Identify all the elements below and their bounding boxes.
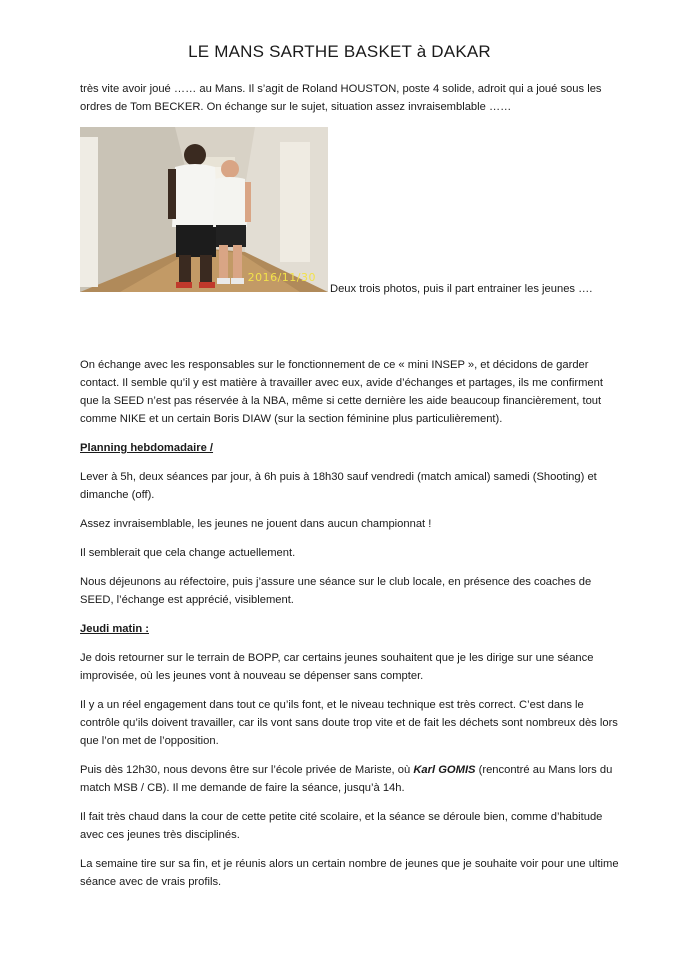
lunch-paragraph: Nous déjeunons au réfectoire, puis j’assure une séance sur le club locale, en présence des coaches de SEED, l’échange est apprécié, visiblement. — [80, 576, 592, 606]
photo-two-men-hallway — [80, 127, 328, 292]
photo-caption: Deux trois photos, puis il part entrainer les jeunes …. — [330, 283, 593, 295]
week-paragraph: La semaine tire sur sa fin, et je réunis alors un certain nombre de jeunes que je souhaite voir pour une ultime séance avec de vrais profils. — [80, 858, 619, 888]
mariste-text-before: Puis dès 12h30, nous devons être sur l’école privée de Mariste, où — [80, 764, 414, 776]
bopp-paragraph: Je dois retourner sur le terrain de BOPP, car certains jeunes souhaitent que je les dirige sur une séance improvisée, où les jeunes vont à nouveau se dépenser sans compter. — [80, 652, 594, 682]
heat-paragraph: Il fait très chaud dans la cour de cette petite cité scolaire, et la séance se déroule bien, comme d’habitude avec ces jeunes très disciplinés. — [80, 811, 603, 841]
exchange-paragraph: On échange avec les responsables sur le fonctionnement de ce « mini INSEP », et décidons de garder contact. Il semble qu’il y est matière à travailler avec eux, avide d’échanges et partages, ils me confirment que la SEED n’est pas réservée à la NBA, même si cette dernière les aide beaucoup financièrement, tout comme NIKE et un certain Boris DIAW (sur la section féminine plus particulièrement). — [80, 359, 603, 425]
planning-heading: Planning hebdomadaire / — [80, 442, 214, 454]
photo-illustration — [80, 127, 328, 292]
mariste-text-after: (rencontré au Mans lors du match MSB / CB). Il me demande de faire la séance, jusqu’à 14h. — [80, 764, 613, 794]
change-paragraph: Il semblerait que cela change actuellement. — [80, 547, 296, 559]
karl-gomis-name: Karl GOMIS — [413, 764, 476, 776]
photo-date-stamp: 2016/11/30 — [247, 271, 316, 284]
document-body — [80, 80, 620, 902]
thursday-heading: Jeudi matin : — [80, 623, 149, 635]
mariste-paragraph — [80, 761, 620, 797]
championship-paragraph: Assez invraisemblable, les jeunes ne jouent dans aucun championnat ! — [80, 518, 432, 530]
intro-paragraph: très vite avoir joué …… au Mans. Il s’agit de Roland HOUSTON, poste 4 solide, adroit qui a joué sous les ordres de Tom BECKER. On échange sur le sujet, situation assez invraisemblable …… — [80, 83, 602, 113]
schedule-paragraph: Lever à 5h, deux séances par jour, à 6h puis à 18h30 sauf vendredi (match amical) samedi (Shooting) et dimanche (off). — [80, 471, 597, 501]
page-title: LE MANS SARTHE BASKET à DAKAR — [188, 42, 491, 61]
engagement-paragraph: Il y a un réel engagement dans tout ce qu’ils font, et le niveau technique est très correct. C’est dans le contrôle qu’ils doivent travailler, car ils vont sans doute trop vite et de fait les déchets sont nombreux dès lors que l’on met de l’opposition. — [80, 699, 618, 747]
photo-row — [80, 127, 620, 342]
